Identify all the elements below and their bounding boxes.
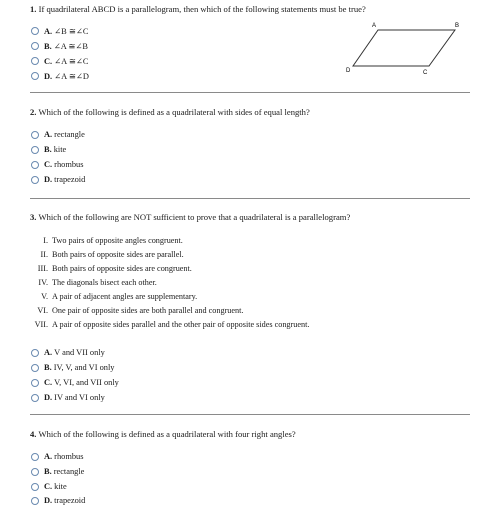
option-letter: D. (44, 175, 53, 184)
section-divider (30, 414, 470, 415)
option-text: ∠A ≅∠D (54, 72, 89, 81)
section-divider (30, 198, 470, 199)
q2-option-c[interactable] (31, 160, 83, 169)
statement-text: Both pairs of opposite sides are parallel. (52, 250, 184, 259)
radio-button[interactable] (31, 27, 39, 35)
radio-button[interactable] (31, 42, 39, 50)
question-number: 1. (30, 4, 37, 14)
q4-option-d[interactable] (31, 496, 85, 505)
vertex-label-b: B (455, 23, 460, 29)
option-letter: B. (44, 145, 52, 154)
option-letter: D. (44, 71, 53, 81)
statement-number: VI. (37, 306, 48, 315)
option-text: ∠B ≅∠C (54, 27, 89, 36)
radio-button[interactable] (31, 57, 39, 65)
parallelogram-shape (353, 30, 455, 66)
option-letter: A. (44, 348, 53, 357)
q1-option-a[interactable] (31, 26, 88, 36)
radio-button[interactable] (31, 161, 39, 169)
q4-option-a[interactable] (31, 452, 83, 461)
statement-item (32, 264, 192, 273)
option-text: trapezoid (54, 496, 86, 505)
option-letter: B. (44, 41, 52, 51)
question-prompt: Which of the following is defined as a quadrilateral with four right angles? (38, 429, 296, 439)
option-text: rectangle (53, 467, 85, 476)
q3-option-a[interactable] (31, 348, 105, 357)
option-text: rectangle (54, 130, 85, 139)
statement-number: III. (37, 264, 48, 273)
option-letter: A. (44, 452, 53, 461)
statement-text: One pair of opposite sides are both parallel and congruent. (52, 306, 244, 315)
statement-number: I. (43, 236, 48, 245)
question-1-text (30, 4, 366, 14)
statement-item (32, 306, 243, 315)
option-letter: C. (44, 482, 53, 491)
statement-number: V. (41, 292, 48, 301)
option-text: rhombus (54, 160, 84, 169)
statement-number: II. (40, 250, 48, 259)
q4-option-b[interactable] (31, 467, 84, 476)
q2-option-b[interactable] (31, 145, 66, 154)
question-4-text (30, 429, 296, 439)
option-text: trapezoid (54, 175, 86, 184)
q1-option-b[interactable] (31, 41, 88, 51)
option-letter: C. (44, 378, 53, 387)
radio-button[interactable] (31, 146, 39, 154)
radio-button[interactable] (31, 72, 39, 80)
q1-option-c[interactable] (31, 56, 88, 66)
option-letter: B. (44, 363, 52, 372)
radio-button[interactable] (31, 394, 39, 402)
radio-button[interactable] (31, 453, 39, 461)
option-text: kite (53, 145, 67, 154)
parallelogram-figure (340, 18, 470, 80)
option-text: IV, V, and VI only (53, 363, 115, 372)
vertex-label-a: A (372, 23, 377, 29)
vertex-label-c: C (423, 70, 428, 76)
statement-text: A pair of opposite sides parallel and the other pair of opposite sides congruent. (52, 320, 310, 329)
question-prompt: Which of the following is defined as a quadrilateral with sides of equal length? (38, 107, 310, 117)
radio-button[interactable] (31, 497, 39, 505)
statement-item (32, 292, 197, 301)
radio-button[interactable] (31, 379, 39, 387)
question-3-text (30, 212, 350, 222)
option-text: kite (54, 482, 67, 491)
question-2-text (30, 107, 310, 117)
statement-text: Both pairs of opposite sides are congruent. (52, 264, 192, 273)
option-text: V and VII only (54, 348, 105, 357)
q4-option-c[interactable] (31, 482, 67, 491)
option-letter: D. (44, 496, 53, 505)
q1-option-d[interactable] (31, 71, 89, 81)
radio-button[interactable] (31, 349, 39, 357)
question-prompt: Which of the following are NOT sufficient to prove that a quadrilateral is a parallelogram? (38, 212, 351, 222)
option-letter: D. (44, 393, 53, 402)
statement-item (32, 278, 157, 287)
option-text: IV and VI only (54, 393, 105, 402)
statement-item (32, 236, 183, 245)
option-text: ∠A ≅∠C (54, 57, 89, 66)
q2-option-d[interactable] (31, 175, 85, 184)
statement-number: VII. (34, 320, 48, 329)
q3-option-c[interactable] (31, 378, 119, 387)
vertex-label-d: D (346, 68, 351, 74)
option-letter: C. (44, 160, 53, 169)
radio-button[interactable] (31, 176, 39, 184)
q3-option-b[interactable] (31, 363, 115, 372)
statement-number: IV. (38, 278, 48, 287)
statement-item (32, 320, 309, 329)
option-text: V, VI, and VII only (54, 378, 119, 387)
question-number: 4. (30, 429, 37, 439)
question-number: 2. (30, 107, 37, 117)
statement-text: The diagonals bisect each other. (52, 278, 157, 287)
statement-text: A pair of adjacent angles are supplementary. (52, 292, 198, 301)
section-divider (30, 92, 470, 93)
radio-button[interactable] (31, 468, 39, 476)
radio-button[interactable] (31, 483, 39, 491)
option-letter: A. (44, 26, 53, 36)
radio-button[interactable] (31, 364, 39, 372)
option-text: rhombus (54, 452, 84, 461)
question-prompt: If quadrilateral ABCD is a parallelogram, then which of the following statements must be true? (38, 4, 366, 14)
q2-option-a[interactable] (31, 130, 85, 139)
statement-text: Two pairs of opposite angles congruent. (52, 236, 183, 245)
option-text: ∠A ≅∠B (53, 42, 89, 51)
option-letter: C. (44, 56, 53, 66)
q3-option-d[interactable] (31, 393, 105, 402)
option-letter: B. (44, 467, 52, 476)
option-letter: A. (44, 130, 53, 139)
statement-item (32, 250, 184, 259)
radio-button[interactable] (31, 131, 39, 139)
question-number: 3. (30, 212, 37, 222)
